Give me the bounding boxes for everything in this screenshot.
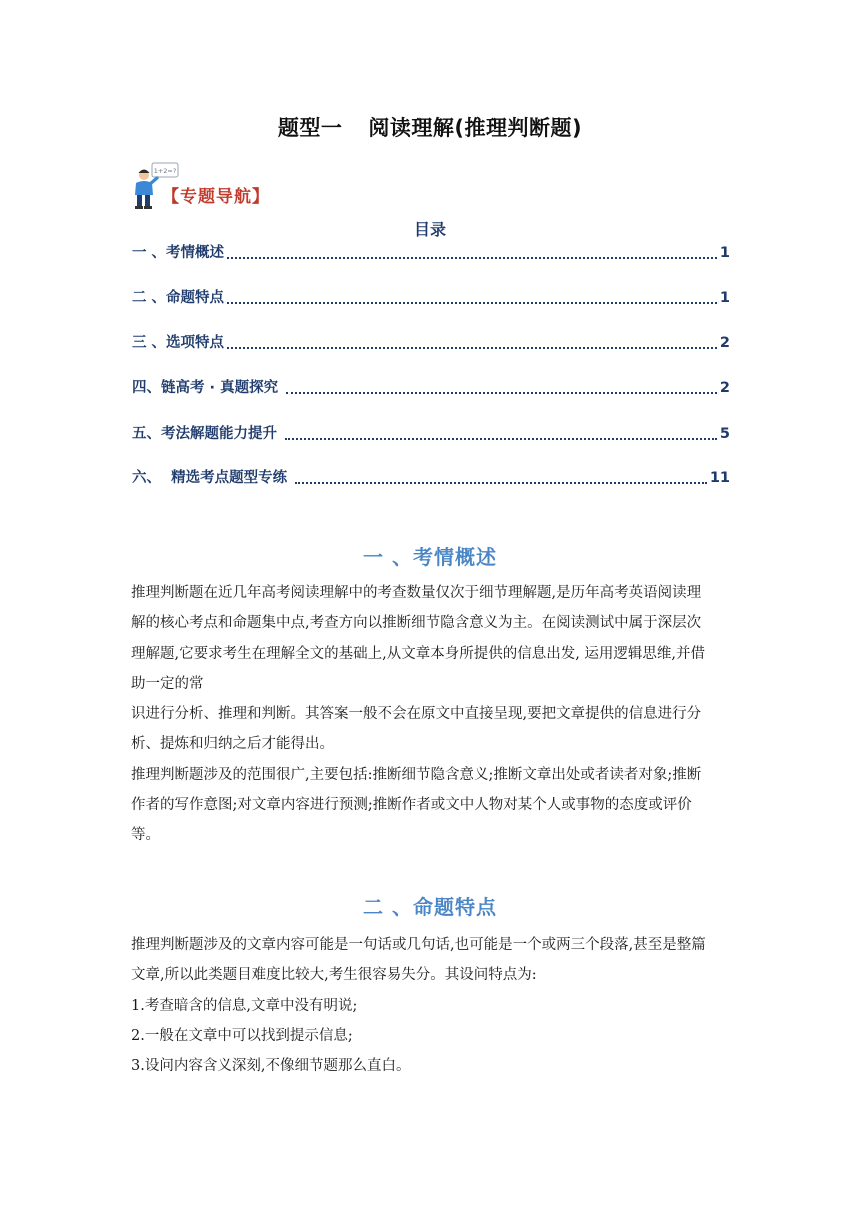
toc-leader-dots [227, 257, 717, 259]
nav-label: 【专题导航】 [162, 187, 270, 207]
toc-leader-dots [285, 438, 717, 440]
title-left: 题型一 [277, 116, 343, 140]
section-overview-body [131, 578, 731, 851]
toc-item[interactable] [132, 422, 730, 444]
toc-item-page: 2 [719, 380, 730, 396]
toc-item[interactable] [132, 376, 730, 398]
toc-item-label: 二 、命题特点 [132, 290, 225, 306]
topic-navigation-badge [132, 162, 332, 210]
toc-title: 目录 [413, 220, 446, 239]
body-line: 作者的写作意图;对文章内容进行预测;推断作者或文中人物对某个人或事物的态度或评价 [131, 797, 692, 814]
toc-item-page: 5 [719, 426, 730, 442]
toc-item-label: 六、 精选考点题型专练 [132, 470, 293, 486]
toc-leader-dots [295, 482, 707, 484]
section-heading-features: 二 、命题特点 [363, 895, 497, 919]
toc-item-label: 四、链高考 · 真题探究 [132, 380, 284, 396]
board-formula: 1+2=? [153, 167, 177, 175]
body-line: 理解题,它要求考生在理解全文的基础上,从文章本身所提供的信息出发, 运用逻辑思维,并借 [131, 645, 706, 662]
body-line: 文章,所以此类题目难度比较大,考生很容易失分。其设问特点为: [131, 967, 537, 984]
toc-leader-dots [227, 302, 717, 304]
body-line: 推理判断题在近几年高考阅读理解中的考查数量仅次于细节理解题,是历年高考英语阅读理 [131, 585, 702, 601]
page-title [0, 112, 860, 142]
body-line: 解的核心考点和命题集中点,考查方向以推断细节隐含意义为主。在阅读测试中属于深层次 [131, 615, 702, 632]
body-line: 推理判断题涉及的文章内容可能是一句话或几句话,也可能是一个或两三个段落,甚至是整篇 [131, 937, 706, 953]
body-line: 1.考查暗含的信息,文章中没有明说; [131, 997, 358, 1014]
toc-leader-dots [227, 347, 717, 349]
toc-leader-dots [286, 392, 717, 394]
toc-item[interactable] [132, 466, 730, 488]
toc-item-page: 2 [719, 335, 730, 351]
toc-item[interactable] [132, 331, 730, 353]
body-line: 析、提炼和归纳之后才能得出。 [131, 736, 334, 753]
section-heading-overview: 一 、考情概述 [363, 545, 497, 569]
toc-item-page: 1 [719, 245, 730, 261]
body-line: 2.一般在文章中可以找到提示信息; [131, 1027, 353, 1044]
body-line: 3.设问内容含义深刻,不像细节题那么直白。 [131, 1058, 411, 1075]
toc-item-label: 五、考法解题能力提升 [132, 426, 283, 442]
section-features-body [131, 930, 731, 1081]
body-line: 助一定的常 [131, 675, 204, 692]
body-line: 推理判断题涉及的范围很广,主要包括:推断细节隐含意义;推断文章出处或者读者对象;推断 [131, 766, 702, 783]
toc-item[interactable] [132, 241, 730, 263]
title-right: 阅读理解(推理判断题) [368, 116, 583, 140]
body-line: 识进行分析、推理和判断。其答案一般不会在原文中直接呈现,要把文章提供的信息进行分 [131, 706, 702, 723]
toc-item-label: 一 、考情概述 [132, 245, 225, 261]
toc-item-page: 1 [719, 290, 730, 306]
toc-item-label: 三 、选项特点 [132, 335, 225, 351]
body-line: 等。 [131, 827, 160, 844]
toc-item[interactable] [132, 286, 730, 308]
toc-item-page: 11 [709, 470, 730, 486]
